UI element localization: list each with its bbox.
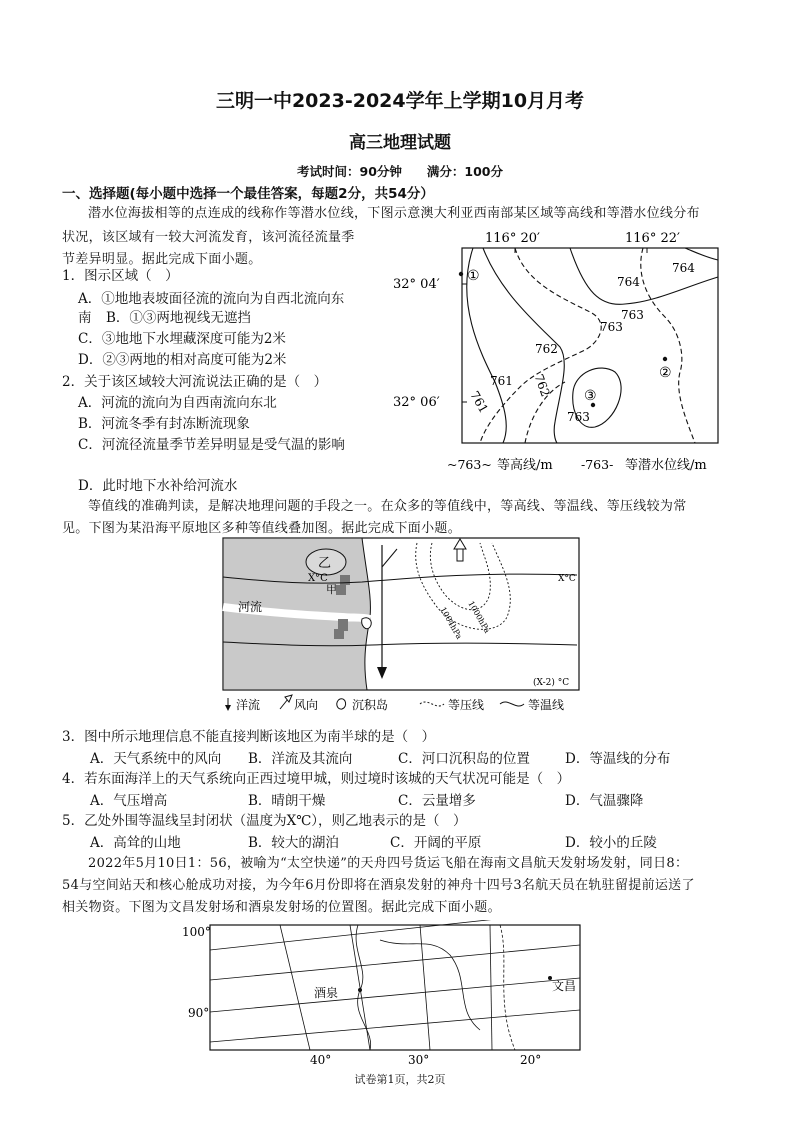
intro1-line2: 状况，该区域有一较大河流发育，该河流径流量季 — [62, 230, 355, 245]
legend-current: 洋流 — [236, 698, 261, 712]
intro1-line1: 潜水位海拔相等的点连成的线称作等潜水位线，下图示意澳大利亚西南部某区域等高线和等潜水位线分布 — [88, 206, 700, 221]
q3-option-a: A．天气系统中的风向 — [90, 751, 222, 767]
label-20: 20° — [520, 1053, 542, 1067]
q1-option-c: C．③地地下水埋藏深度可能为2米 — [78, 331, 286, 347]
q1-option-d: D．②③两地的相对高度可能为2米 — [78, 352, 287, 368]
q1-option-a-cont: 南 — [78, 310, 92, 326]
label-1004hpa: 1004hPa — [438, 605, 464, 641]
q2-stem: 2．关于该区域较大河流说法正确的是（ ） — [62, 374, 328, 390]
point-3: ③ — [584, 388, 597, 404]
label-762a: 762 — [535, 342, 558, 356]
q5-option-c: C．开阔的平原 — [390, 835, 482, 851]
label-764a: 764 — [672, 261, 695, 275]
q4-option-b: B．晴朗干燥 — [248, 793, 326, 809]
intro2-line1: 等值线的准确判读，是解决地理问题的手段之一。在众多的等值线中，等高线、等温线、等压线较为常 — [88, 499, 687, 514]
q5-option-b: B．较大的湖泊 — [248, 835, 339, 851]
point-2: ② — [659, 365, 672, 381]
legend-water-sample: -763- — [581, 457, 614, 472]
q3-option-d: D．等温线的分布 — [565, 751, 671, 767]
legend-water: 等潜水位线/m — [625, 458, 707, 473]
intro3-line3: 相关物资。下图为文昌发射场和酒泉发射场的位置图。据此完成下面小题。 — [62, 900, 501, 915]
label-x2: (X-2) °C — [533, 678, 570, 688]
label-763b: 763 — [600, 320, 623, 334]
label-wenchang: 文昌 — [552, 979, 577, 993]
legend-isotherm: 等温线 — [528, 698, 565, 712]
q2-option-a: A．河流的流向为自西南流向东北 — [78, 395, 277, 411]
label-yi: 乙 — [318, 556, 332, 571]
label-761a: 761 — [490, 374, 513, 388]
isoline-map — [222, 537, 584, 717]
launch-site-map — [180, 920, 600, 1068]
q5-option-a: A．高耸的山地 — [90, 835, 181, 851]
contour-map — [385, 222, 735, 477]
label-xc-left: X°C — [308, 573, 328, 584]
legend-contour: 等高线/m — [497, 458, 553, 473]
intro1-line3: 节差异明显。据此完成下面小题。 — [62, 252, 262, 267]
label-30: 30° — [408, 1053, 430, 1067]
point-1: ① — [467, 268, 480, 284]
legend-island: 沉积岛 — [352, 698, 389, 712]
q3-option-b: B．洋流及其流向 — [248, 751, 353, 767]
legend-wind: 风向 — [294, 698, 319, 712]
q2-option-c: C．河流径流量季节差异明显是受气温的影响 — [78, 437, 345, 453]
q3-option-c: C．河口沉积岛的位置 — [398, 751, 530, 767]
exam-title: 三明一中2023-2024学年上学期10月月考 — [215, 90, 585, 112]
q2-option-d: D．此时地下水补给河流水 — [78, 478, 238, 494]
label-jiuquan: 酒泉 — [314, 986, 339, 1000]
exam-subtitle: 高三地理试题 — [349, 133, 451, 153]
page-footer: 试卷第1页，共2页 — [354, 1073, 446, 1086]
q4-stem: 4．若东面海洋上的天气系统向正西过境甲城，则过境时该城的天气状况可能是（ ） — [62, 771, 571, 787]
label-xc-right: X°C — [558, 574, 576, 584]
label-100: 100° — [182, 925, 211, 939]
label-90: 90° — [188, 1006, 210, 1020]
intro3-line1: 2022年5月10日1：56，被喻为“太空快递”的天舟四号货运飞船在海南文昌航天发射场发射，同日8： — [88, 856, 689, 871]
q1-option-a: A．①地地表坡面径流的流向为自西北流向东 — [78, 291, 345, 307]
label-763a: 763 — [621, 308, 644, 322]
lat-label-1: 32° 04′ — [393, 277, 440, 292]
q1-stem: 1．图示区域（ ） — [62, 268, 179, 284]
label-1000hpa: 1000hPa — [466, 599, 492, 635]
intro3-line2: 54与空间站天和核心舱成功对接，为今年6月份即将在酒泉发射的神舟十四号3名航天员在轨驻留提前运送了 — [62, 878, 695, 893]
q5-stem: 5．乙处外围等温线呈封闭状（温度为X℃），则乙地表示的是（ ） — [62, 813, 467, 829]
label-jia: 甲 — [326, 583, 337, 596]
q4-option-a: A．气压增高 — [90, 793, 168, 809]
lon-label-1: 116° 20′ — [485, 231, 540, 246]
exam-info: 考试时间：90分钟 满分：100分 — [297, 164, 503, 179]
label-764b: 764 — [617, 275, 640, 289]
q4-option-c: C．云量增多 — [398, 793, 476, 809]
section-heading: 一、选择题(每小题中选择一个最佳答案，每题2分，共54分） — [62, 186, 434, 202]
legend-isobar: 等压线 — [448, 698, 485, 712]
intro2-line2: 见。下图为某沿海平原地区多种等值线叠加图。据此完成下面小题。 — [62, 521, 462, 536]
q4-option-d: D．气温骤降 — [565, 793, 644, 809]
legend-contour-sample: ~763~ — [447, 457, 492, 472]
lat-label-2: 32° 06′ — [393, 395, 440, 410]
label-763c: 763 — [567, 410, 590, 424]
label-40: 40° — [310, 1053, 332, 1067]
q2-option-b: B．河流冬季有封冻断流现象 — [78, 416, 250, 432]
q3-stem: 3．图中所示地理信息不能直接判断该地区为南半球的是（ ） — [62, 729, 436, 745]
q1-option-b: B．①③两地视线无遮挡 — [106, 310, 251, 326]
label-761b: 761 — [467, 388, 491, 416]
label-river: 河流 — [238, 600, 263, 614]
label-762b: 762 — [531, 372, 553, 399]
lon-label-2: 116° 22′ — [625, 231, 680, 246]
q5-option-d: D．较小的丘陵 — [565, 835, 657, 851]
